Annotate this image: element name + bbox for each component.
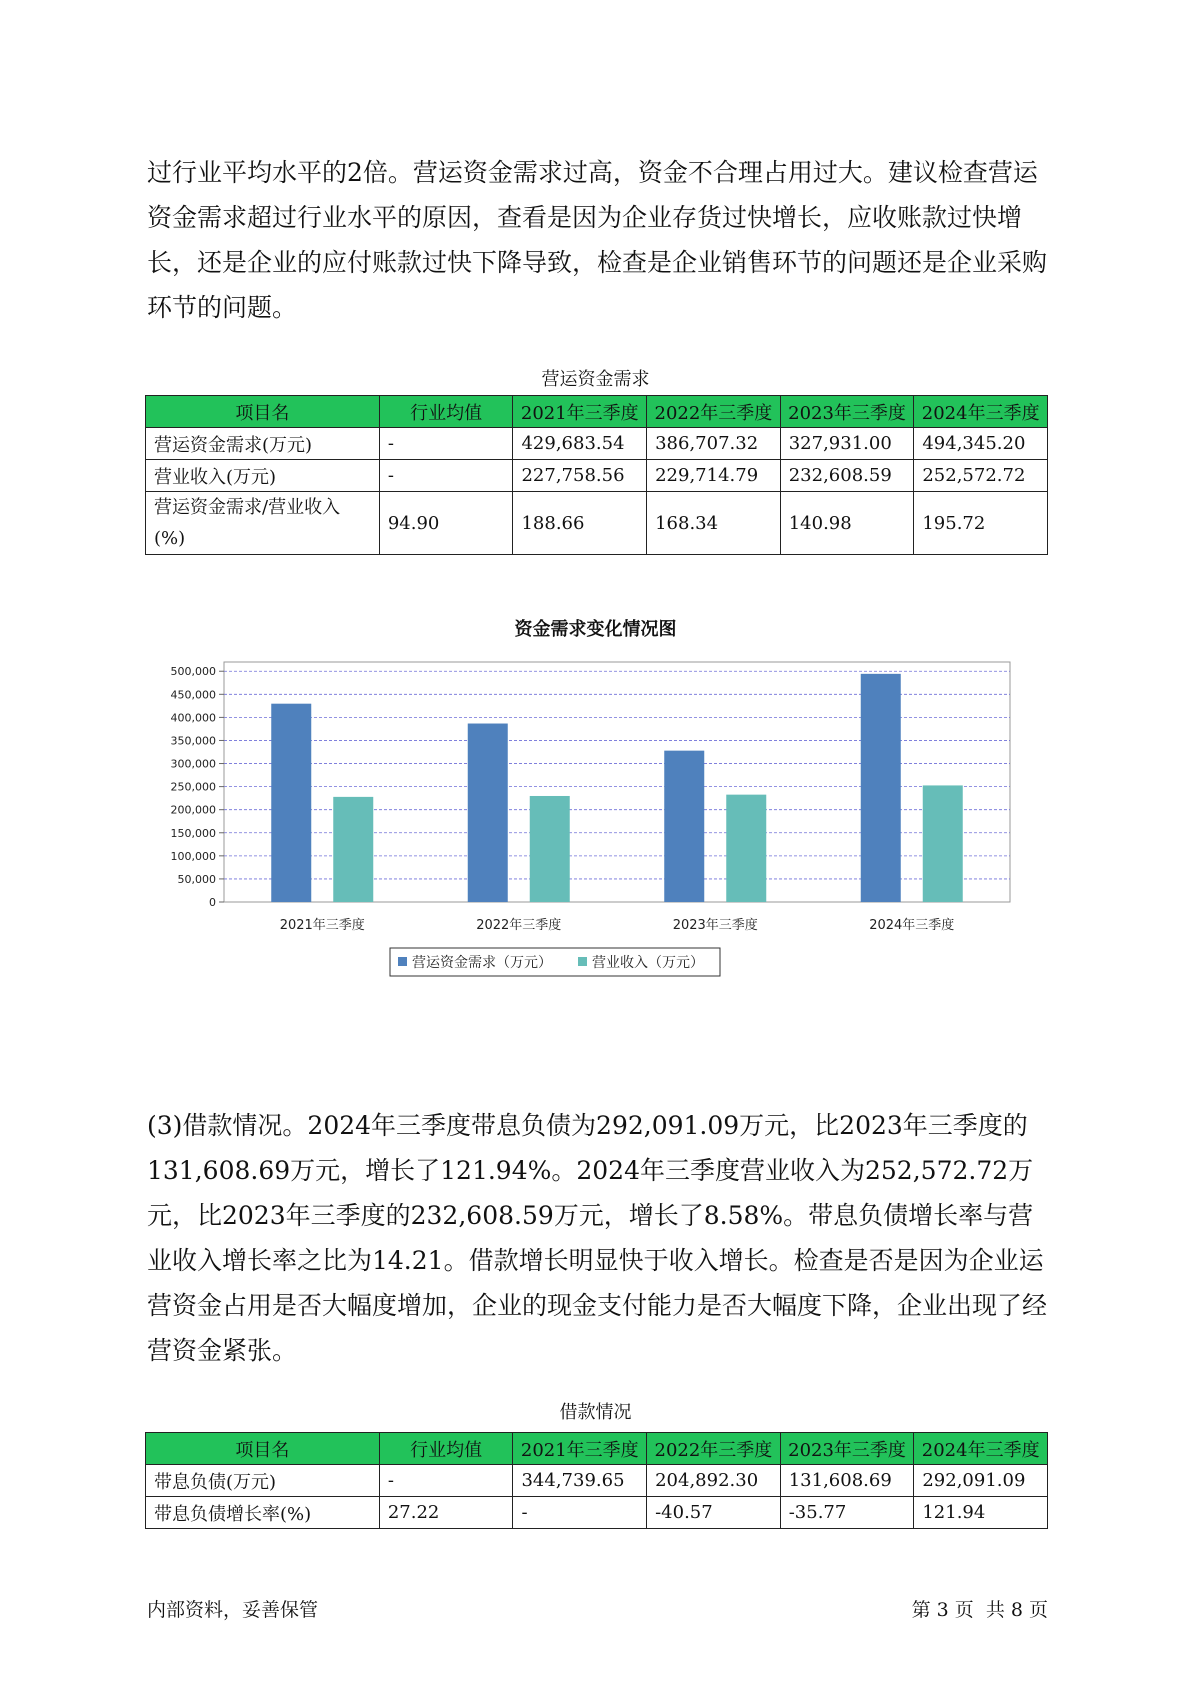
table-header-cell: 行业均值	[379, 1433, 513, 1465]
table-header-row	[146, 1433, 1048, 1465]
table-header-cell: 项目名	[146, 1433, 380, 1465]
y-tick-label: 450,000	[170, 688, 216, 702]
table-cell: 344,739.65	[513, 1465, 647, 1497]
table-row	[146, 460, 1048, 492]
bar-chart	[140, 650, 1040, 1060]
bar-revenue	[530, 796, 570, 902]
y-tick-label: 250,000	[170, 780, 216, 794]
table-cell: 195.72	[914, 492, 1048, 555]
y-tick-label: 200,000	[170, 803, 216, 817]
table-cell: 204,892.30	[647, 1465, 781, 1497]
x-tick-label: 2022年三季度	[476, 918, 562, 933]
table-cell: 121.94	[914, 1497, 1048, 1529]
table-header-cell: 2024年三季度	[914, 396, 1048, 428]
table-header-cell: 2024年三季度	[914, 1433, 1048, 1465]
legend-swatch	[398, 957, 407, 966]
paragraph-borrowing: (3)借款情况。2024年三季度带息负债为292,091.09万元，比2023年三季度的131,608.69万元，增长了121.94%。2024年三季度营业收入为252,572.72万元，比2023年三季度的232,608.59万元，增长了8.58%。带息负债增长率与营业收入增长率之比为14.21。借款增长明显快于收入增长。检查是否是因为企业运营资金占用是否大幅度增加，企业的现金支付能力是否大幅度下降，企业出现了经营资金紧张。	[147, 1111, 1048, 1365]
y-tick-label: 50,000	[177, 872, 216, 886]
table-row	[146, 492, 1048, 555]
y-tick-label: 300,000	[170, 757, 216, 771]
table2-caption: 借款情况	[559, 1402, 632, 1423]
table-cell: 营业收入(万元)	[146, 460, 380, 492]
table-header-cell: 行业均值	[379, 396, 513, 428]
working-capital-table	[145, 395, 1048, 555]
table-header-cell: 2022年三季度	[647, 1433, 781, 1465]
x-tick-label: 2024年三季度	[869, 918, 955, 933]
table-cell: 营运资金需求/营业收入(%)	[146, 492, 380, 555]
table-cell: 227,758.56	[513, 460, 647, 492]
table-cell: -35.77	[780, 1497, 914, 1529]
table-cell: -	[513, 1497, 647, 1529]
table-cell: 229,714.79	[647, 460, 781, 492]
x-tick-label: 2023年三季度	[672, 918, 758, 933]
table-cell: 27.22	[379, 1497, 513, 1529]
table-row	[146, 428, 1048, 460]
bar-working-capital	[861, 674, 901, 902]
bar-working-capital	[468, 724, 508, 902]
bar-revenue	[923, 785, 963, 902]
y-tick-label: 500,000	[170, 665, 216, 679]
table-cell: 494,345.20	[914, 428, 1048, 460]
table-header-cell: 项目名	[146, 396, 380, 428]
table-cell: 429,683.54	[513, 428, 647, 460]
y-tick-label: 400,000	[170, 711, 216, 725]
legend-swatch	[578, 957, 587, 966]
table-cell: 232,608.59	[780, 460, 914, 492]
footer-page-number: 第 3 页 共 8 页	[911, 1599, 1048, 1621]
table-cell: 188.66	[513, 492, 647, 555]
table-cell: 131,608.69	[780, 1465, 914, 1497]
table-cell: 168.34	[647, 492, 781, 555]
table-cell: 94.90	[379, 492, 513, 555]
borrowing-table	[145, 1432, 1048, 1529]
bar-revenue	[333, 797, 373, 902]
table-cell: 252,572.72	[914, 460, 1048, 492]
y-tick-label: 350,000	[170, 734, 216, 748]
legend-label: 营业收入（万元）	[592, 955, 704, 971]
table-header-cell: 2021年三季度	[513, 1433, 647, 1465]
paragraph-working-capital: 过行业平均水平的2倍。营运资金需求过高，资金不合理占用过大。建议检查营运资金需求超过行业水平的原因，查看是因为企业存货过快增长，应收账款过快增长，还是企业的应付账款过快下降导致，检查是企业销售环节的问题还是企业采购环节的问题。	[147, 158, 1048, 322]
y-tick-label: 100,000	[170, 849, 216, 863]
table-header-cell: 2022年三季度	[647, 396, 781, 428]
y-tick-label: 150,000	[170, 826, 216, 840]
table-cell: -	[379, 460, 513, 492]
table-cell: -40.57	[647, 1497, 781, 1529]
bar-working-capital	[664, 751, 704, 902]
table-cell: 营运资金需求(万元)	[146, 428, 380, 460]
table1-caption: 营运资金需求	[541, 369, 650, 390]
bar-revenue	[726, 795, 766, 902]
table-cell: 带息负债增长率(%)	[146, 1497, 380, 1529]
table-header-cell: 2021年三季度	[513, 396, 647, 428]
bar-working-capital	[271, 704, 311, 902]
table-cell: 327,931.00	[780, 428, 914, 460]
footer-confidential-note: 内部资料，妥善保管	[147, 1599, 319, 1621]
table-cell: -	[379, 428, 513, 460]
table-row	[146, 1465, 1048, 1497]
table-header-cell: 2023年三季度	[780, 396, 914, 428]
y-tick-label: 0	[209, 896, 216, 909]
legend-label: 营运资金需求（万元）	[412, 955, 552, 971]
table-header-row	[146, 396, 1048, 428]
table-row	[146, 1497, 1048, 1529]
table-cell: 386,707.32	[647, 428, 781, 460]
chart-title: 资金需求变化情况图	[514, 619, 677, 640]
table-cell: 140.98	[780, 492, 914, 555]
table-cell: 带息负债(万元)	[146, 1465, 380, 1497]
x-tick-label: 2021年三季度	[279, 918, 365, 933]
table-cell: -	[379, 1465, 513, 1497]
table-header-cell: 2023年三季度	[780, 1433, 914, 1465]
table-cell: 292,091.09	[914, 1465, 1048, 1497]
